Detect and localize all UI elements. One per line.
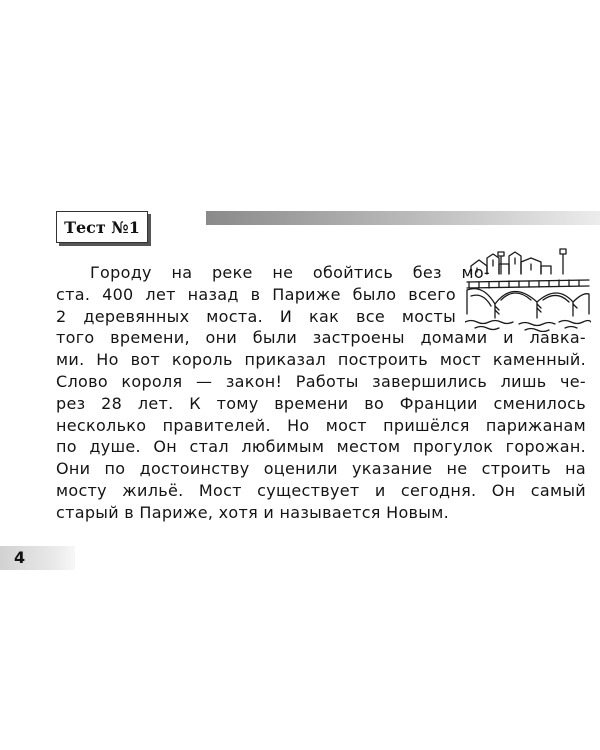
passage-line: 2 деревянных моста. И как все мосты xyxy=(56,306,456,326)
passage-line: ми. Но вот король приказал построить мост каменный. xyxy=(56,350,586,370)
test-header-bar xyxy=(56,211,600,243)
passage-line: ста. 400 лет назад в Париже было всего xyxy=(56,284,456,304)
header-gradient-strip xyxy=(206,211,600,225)
passage-line: старый в Париже, хотя и называется Новым. xyxy=(56,502,449,522)
passage-line: мосту жильё. Мост существует и сегодня. Он самый xyxy=(56,480,586,500)
passage-line: Городу на реке не обойтись без мо- xyxy=(90,263,490,282)
page-number: 4 xyxy=(0,546,75,570)
passage-line: Они по достоинству оценили указание не строить на xyxy=(56,459,586,479)
passage-line: того времени, они были застроены домами и лавка- xyxy=(56,328,586,348)
passage-text xyxy=(56,262,586,524)
passage-line: по душе. Он стал любимым местом прогулок горожан. xyxy=(56,437,586,457)
passage-line: рез 28 лет. К тому времени во Франции сменилось xyxy=(56,393,586,413)
passage-line: Слово короля — закон! Работы завершились лишь че- xyxy=(56,371,586,391)
passage-line: несколько правителей. Но мост пришёлся парижанам xyxy=(56,415,586,435)
test-title: Тест №1 xyxy=(56,211,148,243)
